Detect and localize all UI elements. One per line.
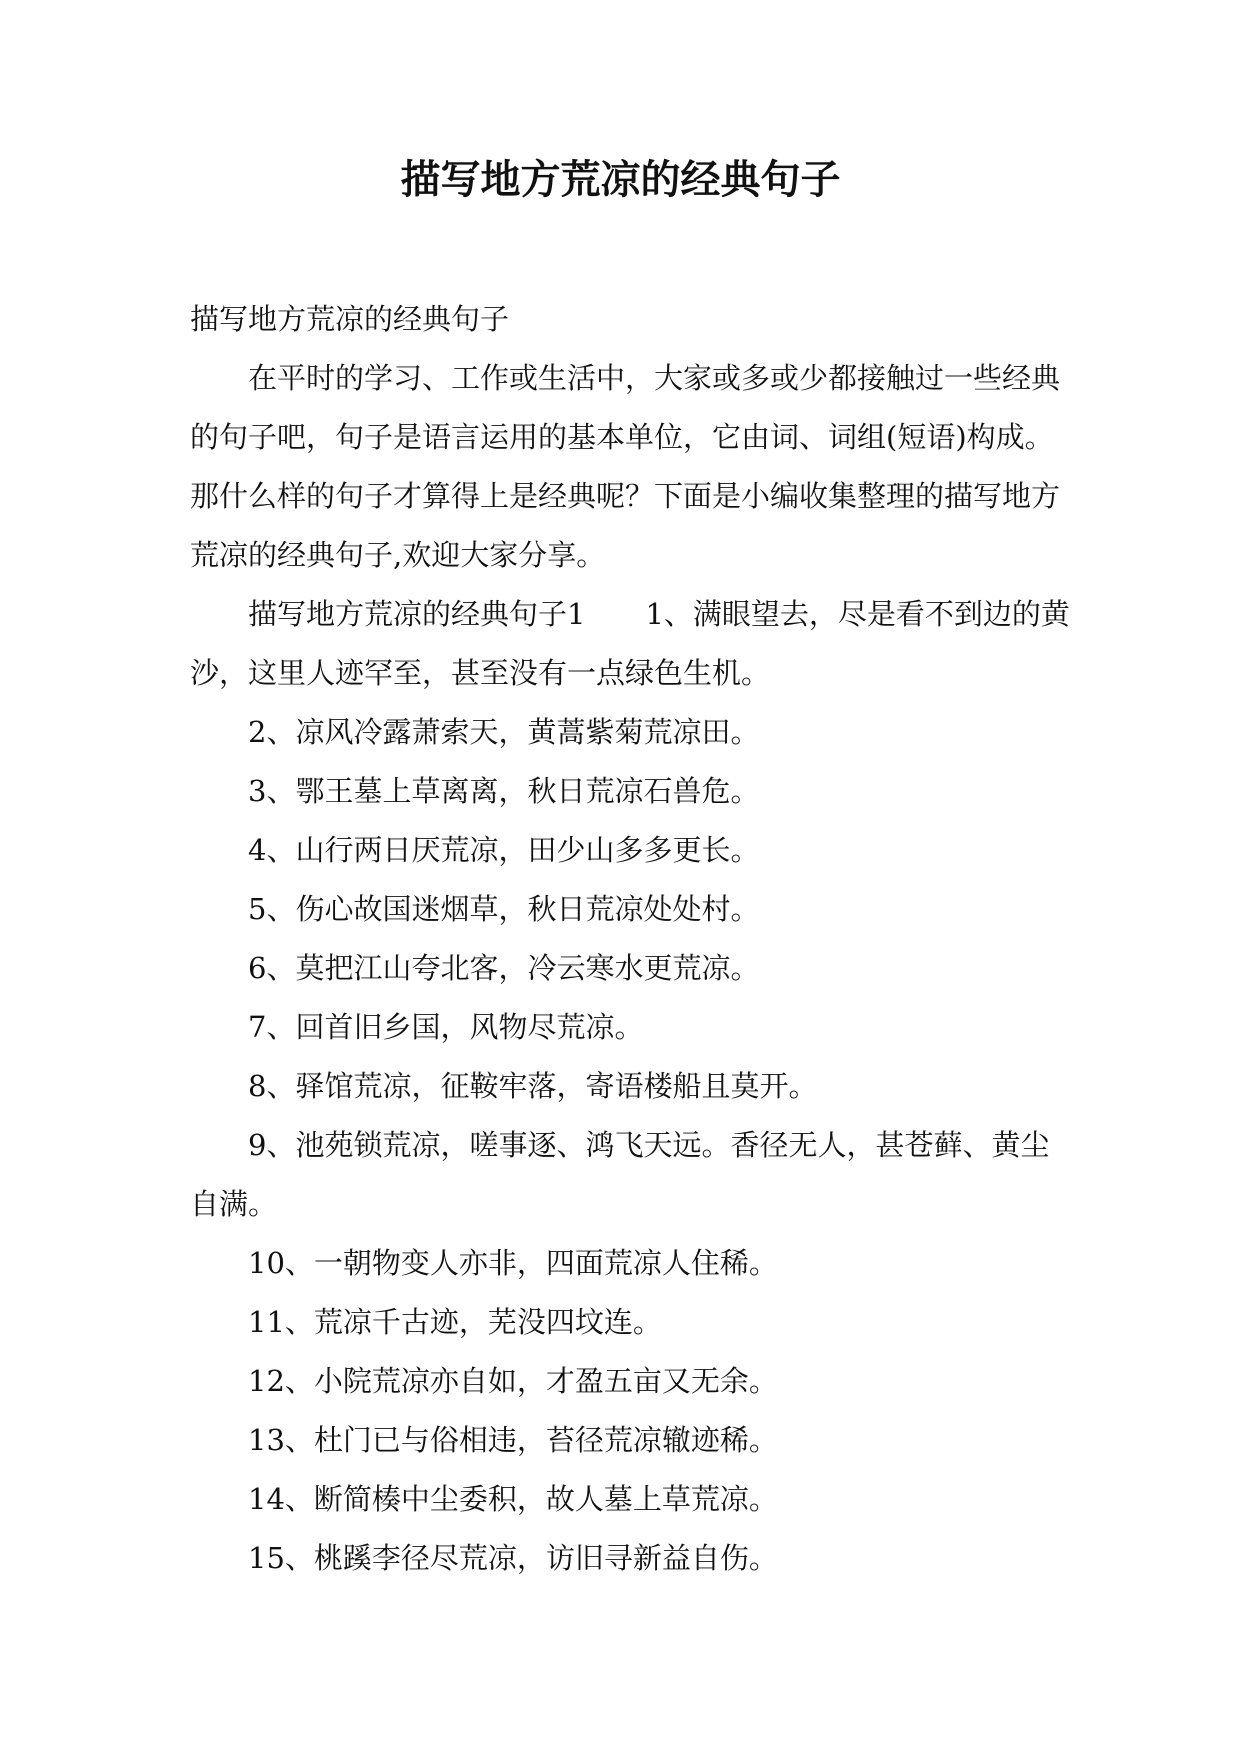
list-item: 13、杜门已与俗相违，苔径荒凉辙迹稀。 <box>248 1423 778 1457</box>
document-subtitle: 描写地方荒凉的经典句子 <box>190 302 510 336</box>
intro-paragraph: 在平时的学习、工作或生活中，大家或多或少都接触过一些经典的句子吧，句子是语言运用的基本单位，它由词、词组(短语)构成。那什么样的句子才算得上是经典呢？下面是小编收集整理的描写地方荒凉的经典句子,欢迎大家分享。 <box>190 361 1061 572</box>
list-item: 12、小院荒凉亦自如，才盈五亩又无余。 <box>248 1364 778 1398</box>
list-item: 2、凉风冷露萧索天，黄蒿紫菊荒凉田。 <box>248 715 760 749</box>
list-item: 14、断简楱中尘委积，故人墓上草荒凉。 <box>248 1482 778 1516</box>
document-title: 描写地方荒凉的经典句子 <box>400 156 841 203</box>
list-item: 1、满眼望去，尽是看不到边的黄沙，这里人迹罕至，甚至没有一点绿色生机。 <box>190 597 1070 690</box>
list-item: 4、山行两日厌荒凉，田少山多多更长。 <box>248 833 760 867</box>
list-item: 11、荒凉千古迹，芜没四坟连。 <box>248 1305 662 1339</box>
list-item: 7、回首旧乡国，风物尽荒凉。 <box>248 1010 644 1044</box>
section-paragraph <box>190 585 1070 703</box>
document-body <box>190 290 1070 1588</box>
list-item: 15、桃蹊李径尽荒凉，访旧寻新益自伤。 <box>248 1541 778 1575</box>
list-item: 9、池苑锁荒凉，嗟事逐、鸿飞天远。香径无人，甚苍藓、黄尘自满。 <box>190 1128 1050 1221</box>
list-item: 6、莫把江山夸北客，冷云寒水更荒凉。 <box>248 951 760 985</box>
section-heading: 描写地方荒凉的经典句子1 <box>248 597 586 631</box>
list-item: 3、鄂王墓上草离离，秋日荒凉石兽危。 <box>248 774 760 808</box>
list-item: 5、伤心故国迷烟草，秋日荒凉处处村。 <box>248 892 760 926</box>
list-item: 10、一朝物变人亦非，四面荒凉人住稀。 <box>248 1246 778 1280</box>
list-item: 8、驿馆荒凉，征鞍牢落，寄语楼船且莫开。 <box>248 1069 818 1103</box>
